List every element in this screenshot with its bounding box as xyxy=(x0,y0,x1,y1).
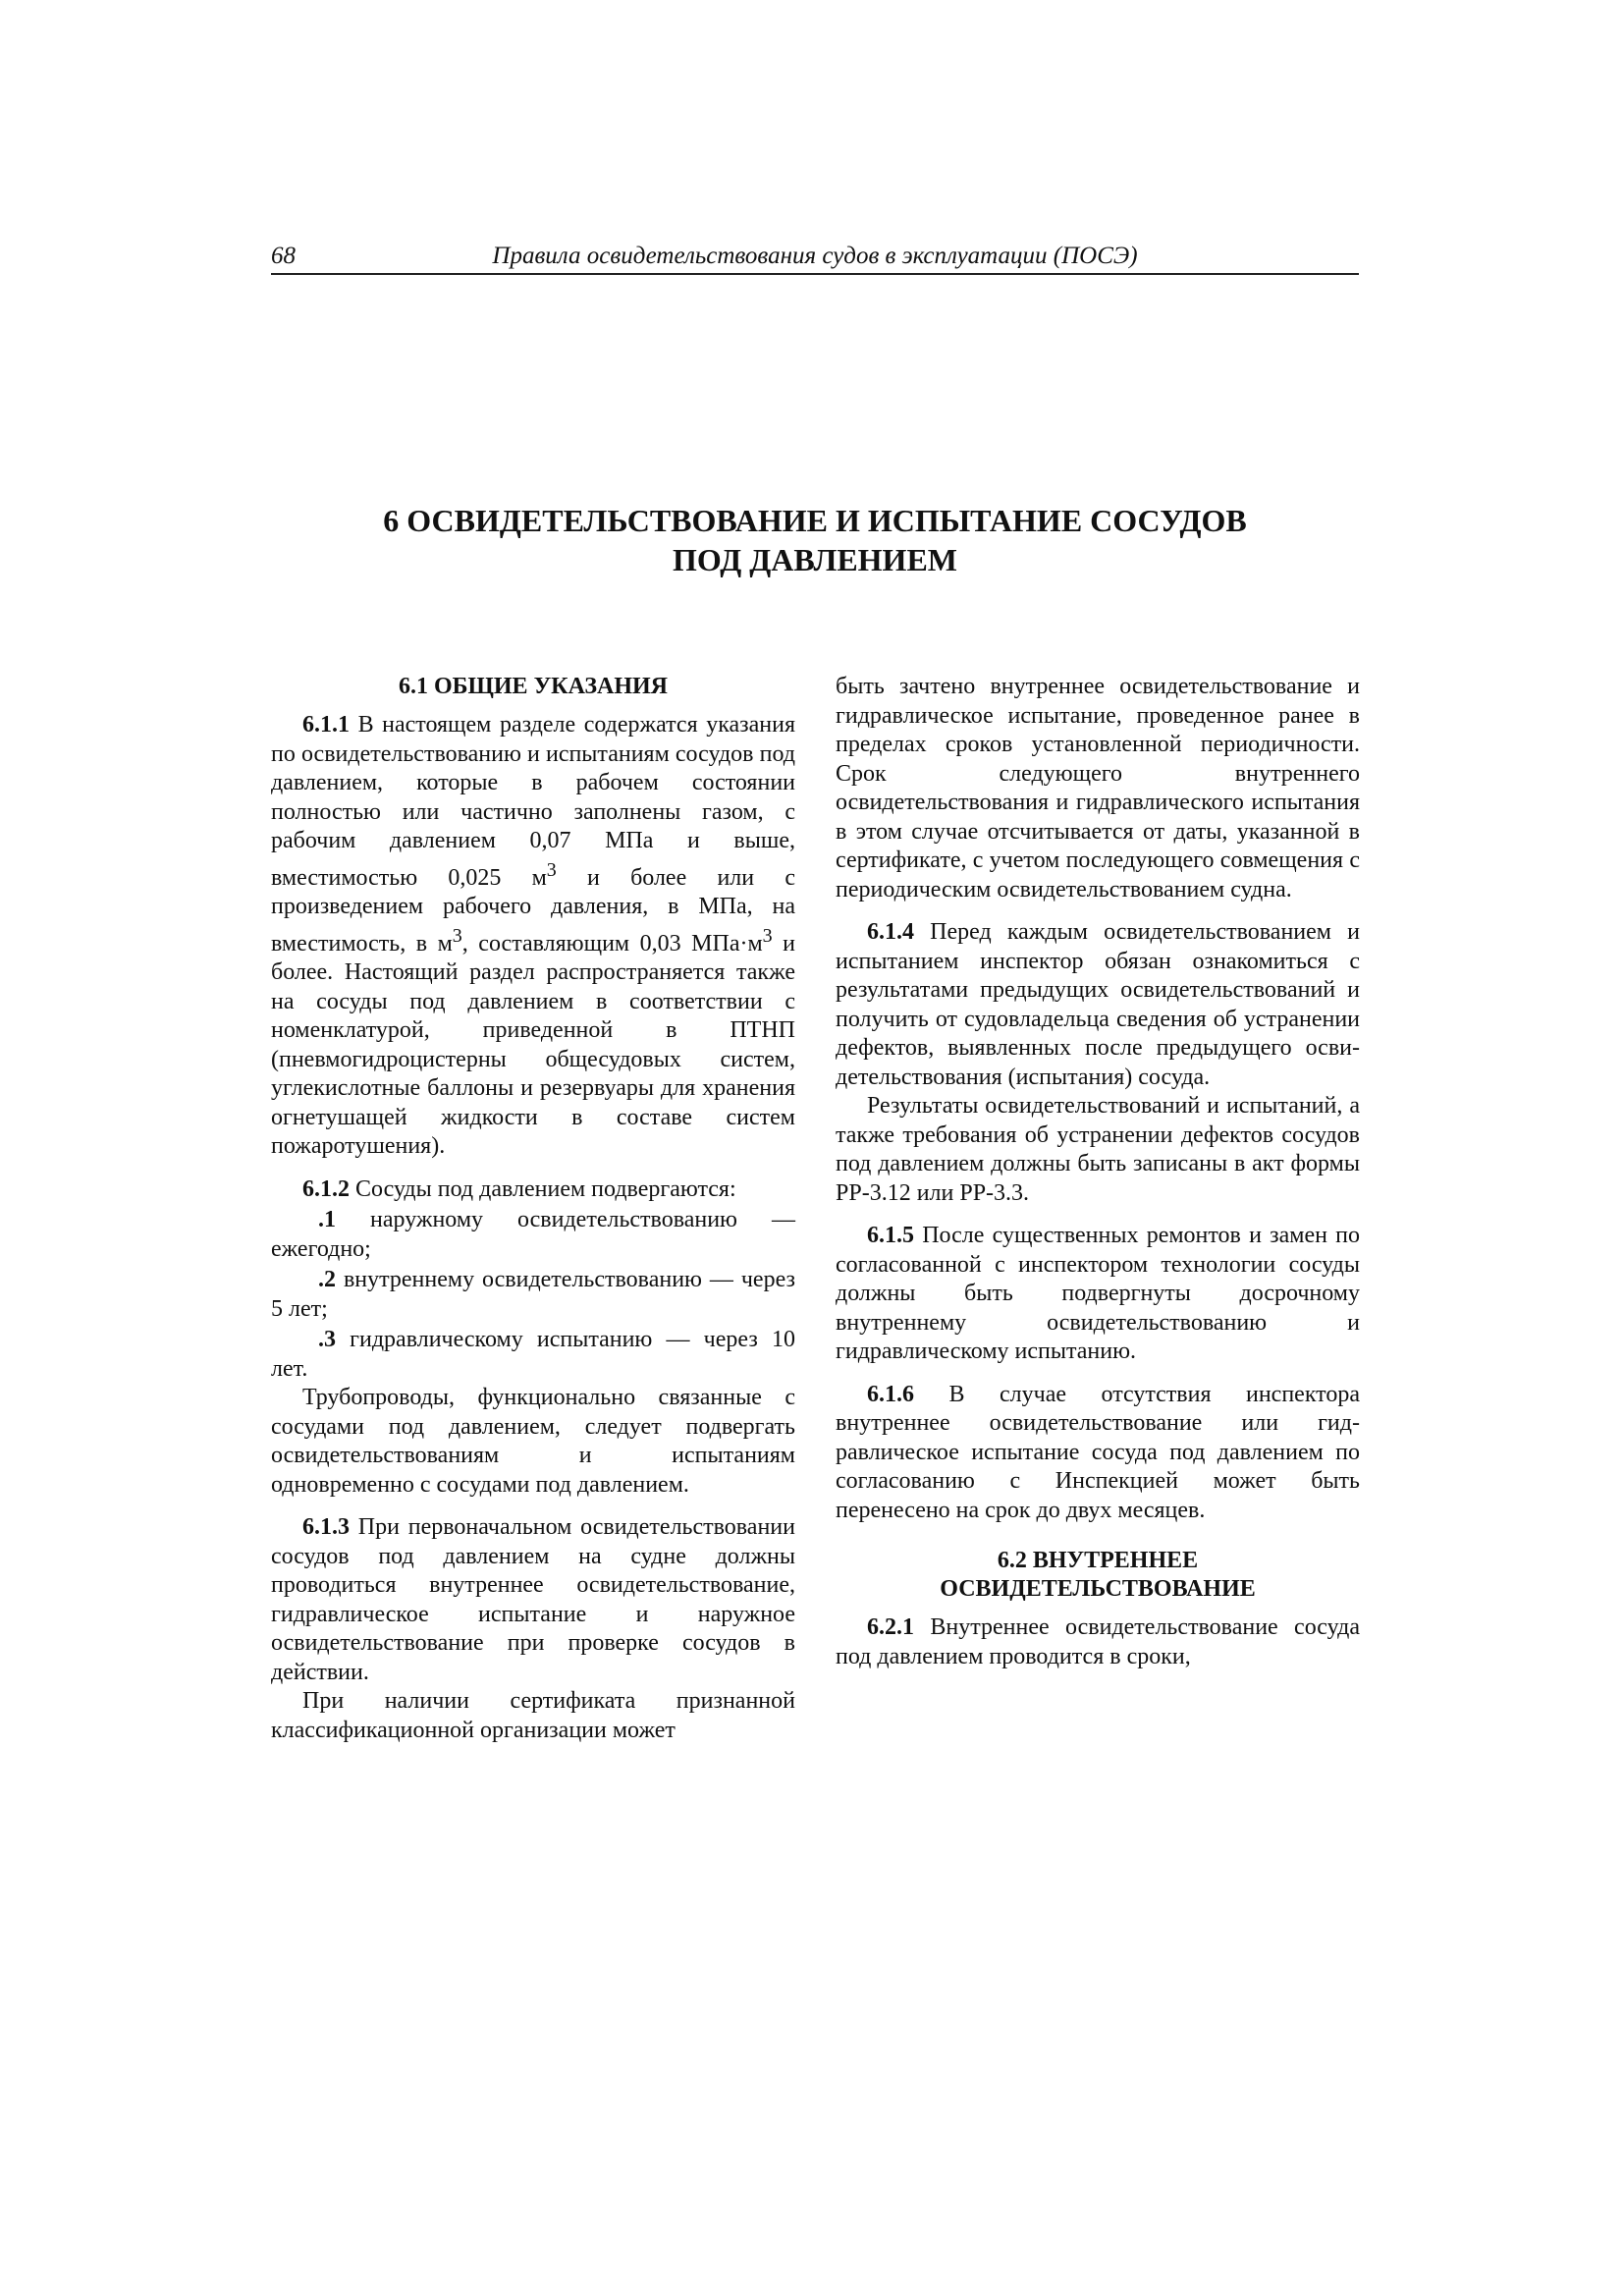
clause-number: 6.1.6 xyxy=(867,1381,914,1407)
list-item-3: .3 гидравлическому испытанию — через 10 лет. xyxy=(271,1327,795,1382)
clause-number: 6.1.5 xyxy=(867,1223,914,1248)
paragraph-6-1-6: 6.1.6 В случае отсутствия инспектора внутреннее освидетельствование или гидравлическое испытание сосуда под давлением по согласованию с Инспекцией может быть перенесено на срок до двух месяцев. xyxy=(836,1381,1360,1523)
chapter-title xyxy=(271,501,1359,579)
clause-number: 6.1.3 xyxy=(302,1514,350,1540)
paragraph-6-2-1: 6.2.1 Внутреннее освидетельствование сосуда под давлением проводится в сроки, xyxy=(836,1614,1360,1669)
chapter-title-line-2: ПОД ДАВЛЕНИЕМ xyxy=(673,542,957,577)
clause-number: 6.1.4 xyxy=(867,919,914,945)
paragraph-6-1-2: 6.1.2 Сосуды под давлением подвергаются: xyxy=(302,1175,736,1202)
running-header xyxy=(271,236,1359,275)
clause-number: 6.2.1 xyxy=(867,1614,914,1640)
section-heading-6-1: 6.1 ОБЩИЕ УКАЗАНИЯ xyxy=(399,674,668,699)
right-column xyxy=(836,673,1360,1671)
left-column xyxy=(271,673,795,1745)
chapter-title-line-1: 6 ОСВИДЕТЕЛЬСТВОВАНИЕ И ИСПЫТАНИЕ СОСУДОВ xyxy=(383,503,1247,538)
page-number: 68 xyxy=(271,243,296,269)
paragraph-certificate: При наличии сертификата признанной классификационной организации может xyxy=(271,1688,795,1743)
paragraph-6-1-5: 6.1.5 После существенных ремонтов и замен по согласованной с инспектором технологии сосуды должны быть подвергнуты досрочному внутреннему освидетельствованию и гидравлическому испытанию. xyxy=(836,1223,1360,1364)
paragraph-6-1-1: 6.1.1 В настоящем разделе содержатся указания по освидетельствованию и испытаниям сосудов под давлением, которые в рабочем состоянии полностью или частично заполнены газом, с рабочим давлением 0,07 МПа и выше, вместимостью 0,025 $м^3$ и более или с произведением рабочего давления, в МПа, на вместимость, в $м^3$, составляющим 0,03 $МПа\cdot м^3$ и более. Настоящий раздел распространяется также на сосуды под давлением в соответствии с номенклатурой, приведенной в ПТНП (пневмогидроцистерны общесудовых систем, углекислотные баллоны и резервуары для хранения огнетушащей жидкости в составе систем пожаротушения). xyxy=(271,712,796,1159)
paragraph-continuation: быть зачтено внутреннее освидетельствование и гидравлическое испытание, проведенное ранее в пределах сроков установленной периодичности. Срок следующего внутреннего освидетельствования и гидравлического испытания в этом случае отсчитывается от даты, указанной в сертификате, с учетом последующего совмещения с периодическим освидетельствованием судна. xyxy=(836,674,1360,902)
running-title: Правила освидетельствования судов в эксплуатации (ПОСЭ) xyxy=(492,243,1138,269)
clause-number: 6.1.1 xyxy=(302,712,350,738)
paragraph-results: Результаты освидетельствований и испытаний, а также требования об устранении дефектов сосудов под давлением должны быть записаны в акт формы РР-3.12 или РР-3.3. xyxy=(836,1093,1360,1206)
paragraph-6-1-3: 6.1.3 При первоначальном освидетельствовании сосудов под давлением на судне должны проводиться внутреннее освидетельствование, гидравлическое испытание и наружное освидетельствование при проверке сосудов в действии. xyxy=(271,1514,795,1685)
list-item-1: .1 наружному освидетельствованию — ежегодно; xyxy=(271,1207,795,1262)
section-heading-6-2: 6.2 ВНУТРЕННЕЕ ОСВИДЕТЕЛЬСТВОВАНИЕ xyxy=(940,1548,1256,1602)
paragraph-6-1-4: 6.1.4 Перед каждым освидетельствованием и испытанием инспектор обязан ознакомиться с результатами предыдущих освидетельствований и получить от судовладельца сведения об устранении дефектов, выявленных после предыдущего освидетельствования (испытания) сосуда. xyxy=(836,919,1360,1090)
clause-number: 6.1.2 xyxy=(302,1175,350,1202)
list-item-2: .2 внутреннему освидетельствованию — через 5 лет; xyxy=(271,1267,795,1322)
paragraph-pipelines: Трубопроводы, функционально связанные с сосудами под давлением, следует подвергать освидетельствованиям и испытаниям одновременно с сосудами под давлением. xyxy=(271,1385,795,1498)
